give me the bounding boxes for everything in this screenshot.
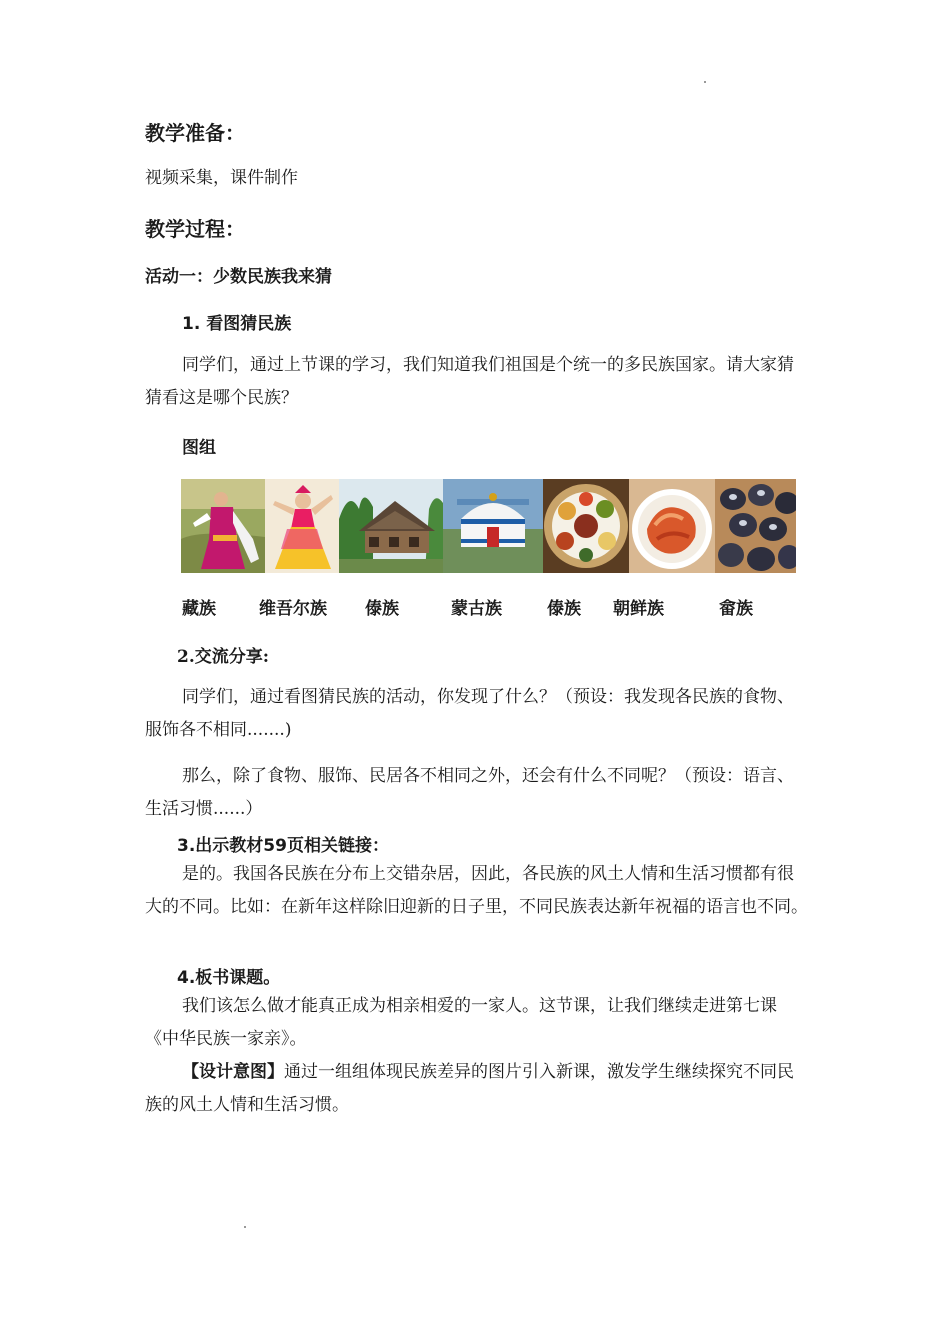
photo-dai-stilt-house [339, 479, 443, 573]
step1-heading: 1. 看图猜民族 [182, 314, 292, 334]
gallery-label: 图组 [182, 438, 216, 458]
caption-korean: 朝鲜族 [613, 599, 664, 619]
step2-heading: 2.交流分享: [177, 647, 270, 667]
page-mark-bottom [244, 1226, 246, 1228]
caption-dai-1: 傣族 [365, 599, 399, 619]
prep-text: 视频采集，课件制作 [145, 168, 298, 188]
photo-mongolian-yurt [443, 479, 543, 573]
step2-paragraph-2: 那么，除了食物、服饰、民居各不相同之外，还会有什么不同呢？（预设：语言、生活习惯......） [145, 766, 794, 819]
step1-text: 同学们，通过上节课的学习，我们知道我们祖国是个统一的多民族国家。请大家猜猜看这是哪个民族？ [145, 355, 794, 408]
step4-text: 我们该怎么做才能真正成为相亲相爱的一家人。这节课，让我们继续走进第七课《中华民族一家亲》。 [145, 996, 777, 1049]
design-intent-text: 通过一组组体现民族差异的图片引入新课，激发学生继续探究不同民族的风土人情和生活习惯。 [145, 1062, 794, 1115]
step3-text: 是的。我国各民族在分布上交错杂居，因此，各民族的风土人情和生活习惯都有很大的不同。比如：在新年这样除旧迎新的日子里，不同民族表达新年祝福的语言也不同。 [145, 864, 808, 917]
activity1-heading: 活动一：少数民族我来猜 [145, 267, 332, 287]
caption-mongolian: 蒙古族 [451, 599, 502, 619]
step4-heading: 4.板书课题。 [177, 968, 281, 988]
caption-she: 畲族 [719, 599, 753, 619]
photo-uyghur-dancer [265, 479, 339, 573]
process-heading: 教学过程： [145, 217, 245, 241]
caption-dai-2: 傣族 [547, 599, 581, 619]
caption-tibetan: 藏族 [182, 599, 216, 619]
step2-paragraph-1: 同学们，通过看图猜民族的活动，你发现了什么？（预设：我发现各民族的食物、服饰各不相同.......) [145, 687, 794, 740]
photo-she-zongzi [715, 479, 796, 573]
photo-tibetan-dancer [181, 479, 265, 573]
ethnic-photo-gallery [181, 479, 796, 573]
page-mark [704, 81, 706, 83]
design-intent-label: 【设计意图】 [182, 1062, 284, 1082]
prep-heading: 教学准备： [145, 121, 245, 145]
photo-korean-kimchi [629, 479, 715, 573]
design-intent [145, 1056, 810, 1122]
photo-dai-food [543, 479, 629, 573]
step3-heading: 3.出示教材59页相关链接： [177, 836, 389, 856]
caption-uyghur: 维吾尔族 [259, 599, 327, 619]
